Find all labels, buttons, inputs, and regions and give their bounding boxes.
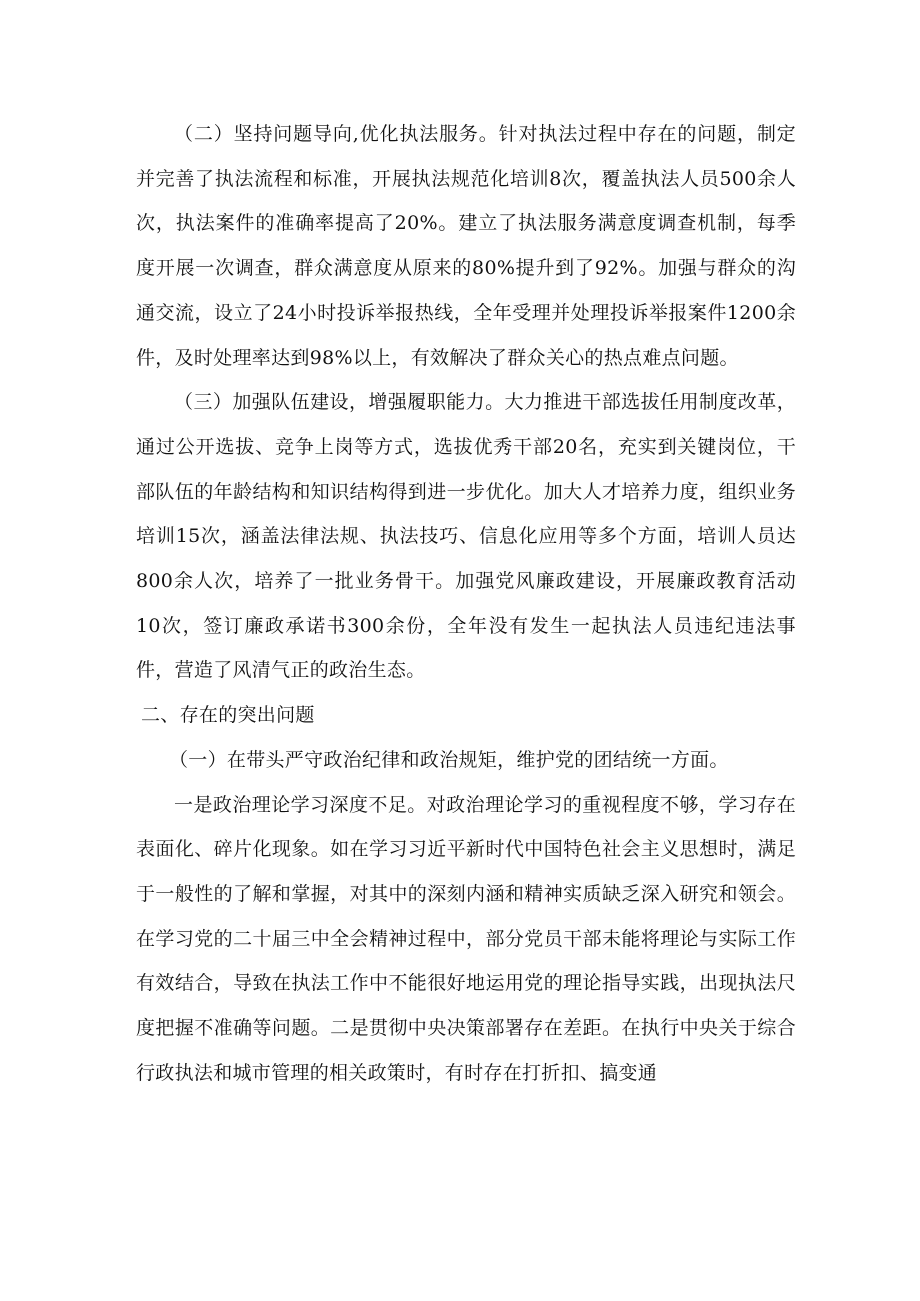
paragraph-team-building: （三）加强队伍建设，增强履职能力。大力推进干部选拔任用制度改革，通过公开选拔、竞争上岗等方式，选拔优秀干部20名，充实到关键岗位，干部队伍的年龄结构和知识结构得到进一步优化。加大人才培养力度，组织业务培训15次，涵盖法律法规、执法技巧、信息化应用等多个方面，培训人员达800余人次，培养了一批业务骨干。加强党风廉政建设，开展廉政教育活动10次，签订廉政承诺书300余份，全年没有发生一起执法人员违纪违法事件，营造了风清气正的政治生态。 — [136, 391, 796, 682]
section-heading-problems: 二、存在的突出问题 — [141, 704, 315, 727]
paragraph-execution-service: （二）坚持问题导向,优化执法服务。针对执法过程中存在的问题，制定并完善了执法流程和标准，开展执法规范化培训8次，覆盖执法人员500余人次，执法案件的准确率提高了20%。建立了执法服务满意度调查机制，每季度开展一次调查，群众满意度从原来的80%提升到了92%。加强与群众的沟通交流，设立了24小时投诉举报热线，全年受理并处理投诉举报案件1200余件，及时处理率达到98%以上，有效解决了群众关心的热点难点问题。 — [136, 123, 796, 369]
paragraph-theory-study: 一是政治理论学习深度不足。对政治理论学习的重视程度不够，学习存在表面化、碎片化现象。如在学习习近平新时代中国特色社会主义思想时，满足于一般性的了解和掌握，对其中的深刻内涵和精神实质缺乏深入研究和领会。在学习党的二十届三中全会精神过程中，部分党员干部未能将理论与实际工作有效结合，导致在执法工作中不能很好地运用党的理论指导实践，出现执法尺度把握不准确等问题。二是贯彻中央决策部署存在差距。在执行中央关于综合行政执法和城市管理的相关政策时，有时存在打折扣、搞变通 — [136, 793, 796, 1084]
document-body — [136, 112, 796, 1095]
subsection-heading-political-discipline: （一）在带头严守政治纪律和政治规矩，维护党的团结统一方面。 — [169, 748, 729, 771]
